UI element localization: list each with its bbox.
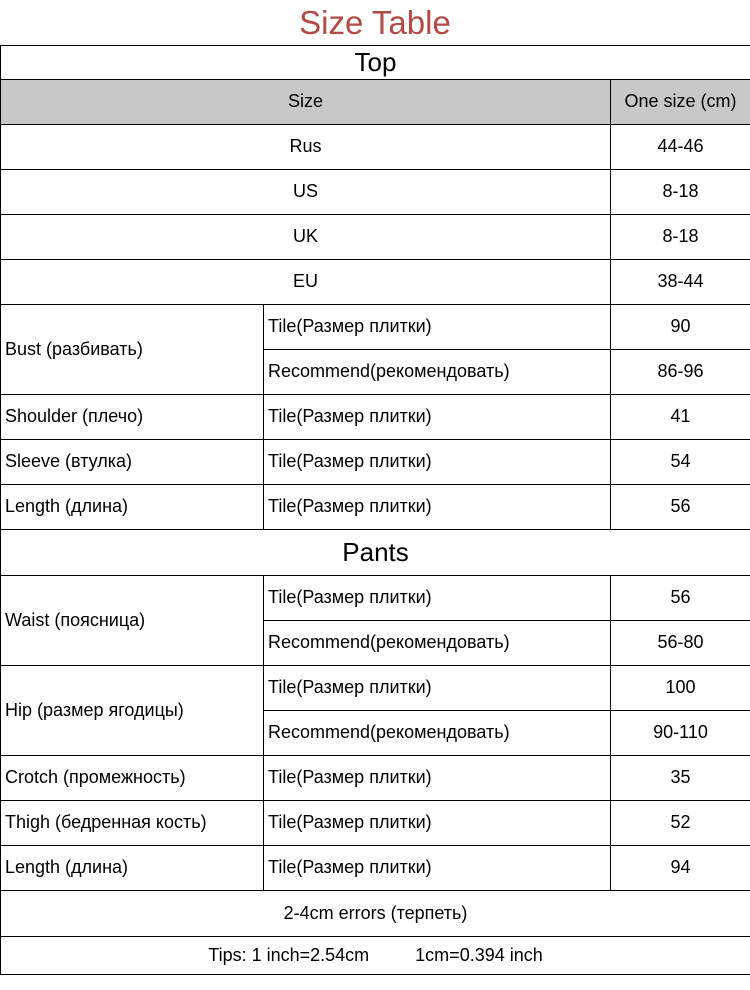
- table-row: [1, 485, 750, 530]
- pants-length-tile-label: Tile(Размер плитки): [264, 846, 611, 891]
- hip-recommend-label: Recommend(рекомендовать): [264, 711, 611, 756]
- table-row: [1, 395, 750, 440]
- header-row: [1, 80, 750, 125]
- sleeve-label: Sleeve (втулка): [1, 440, 264, 485]
- table-row: [1, 801, 750, 846]
- size-table: [0, 45, 750, 975]
- thigh-tile-label: Tile(Размер плитки): [264, 801, 611, 846]
- sleeve-tile-value: 54: [611, 440, 750, 485]
- pants-length-label: Length (длина): [1, 846, 264, 891]
- top-section-heading: Top: [1, 46, 750, 80]
- pants-section-heading: Pants: [1, 530, 750, 576]
- bust-recommend-value: 86-96: [611, 350, 750, 395]
- bust-label: Bust (разбивать): [1, 305, 264, 395]
- table-row: [1, 756, 750, 801]
- bust-tile-label: Tile(Размер плитки): [264, 305, 611, 350]
- thigh-label: Thigh (бедренная кость): [1, 801, 264, 846]
- table-row: [1, 440, 750, 485]
- waist-tile-label: Tile(Размер плитки): [264, 576, 611, 621]
- note-row: [1, 891, 750, 937]
- waist-label: Waist (поясница): [1, 576, 264, 666]
- table-row: [1, 170, 750, 215]
- standard-value: 38-44: [611, 260, 750, 305]
- standard-value: 8-18: [611, 215, 750, 260]
- top-length-tile-label: Tile(Размер плитки): [264, 485, 611, 530]
- standard-label: UK: [1, 215, 611, 260]
- hip-tile-label: Tile(Размер плитки): [264, 666, 611, 711]
- table-row: [1, 125, 750, 170]
- pants-section-row: [1, 530, 750, 576]
- top-section-row: [1, 46, 750, 80]
- tips-inch-conversion: Tips: 1 inch=2.54cm: [208, 944, 370, 965]
- waist-recommend-label: Recommend(рекомендовать): [264, 621, 611, 666]
- top-length-label: Length (длина): [1, 485, 264, 530]
- crotch-label: Crotch (промежность): [1, 756, 264, 801]
- tips-row: [1, 937, 750, 975]
- crotch-tile-label: Tile(Размер плитки): [264, 756, 611, 801]
- hip-label: Hip (размер ягодицы): [1, 666, 264, 756]
- error-note: 2-4cm errors (терпеть): [1, 891, 750, 937]
- standard-value: 8-18: [611, 170, 750, 215]
- table-row: [1, 666, 750, 711]
- page-title: Size Table: [299, 3, 451, 41]
- tips-cell: [1, 937, 750, 975]
- hip-recommend-value: 90-110: [611, 711, 750, 756]
- top-length-tile-value: 56: [611, 485, 750, 530]
- pants-length-tile-value: 94: [611, 846, 750, 891]
- size-column-header: Size: [1, 80, 611, 125]
- tips-cm-conversion: 1cm=0.394 inch: [415, 944, 543, 965]
- table-row: [1, 576, 750, 621]
- table-row: [1, 215, 750, 260]
- thigh-tile-value: 52: [611, 801, 750, 846]
- standard-label: Rus: [1, 125, 611, 170]
- shoulder-tile-label: Tile(Размер плитки): [264, 395, 611, 440]
- waist-recommend-value: 56-80: [611, 621, 750, 666]
- table-row: [1, 260, 750, 305]
- table-row: [1, 305, 750, 350]
- hip-tile-value: 100: [611, 666, 750, 711]
- one-size-column-header: One size (cm): [611, 80, 750, 125]
- table-row: [1, 846, 750, 891]
- sleeve-tile-label: Tile(Размер плитки): [264, 440, 611, 485]
- shoulder-tile-value: 41: [611, 395, 750, 440]
- crotch-tile-value: 35: [611, 756, 750, 801]
- bust-recommend-label: Recommend(рекомендовать): [264, 350, 611, 395]
- waist-tile-value: 56: [611, 576, 750, 621]
- standard-value: 44-46: [611, 125, 750, 170]
- bust-tile-value: 90: [611, 305, 750, 350]
- standard-label: EU: [1, 260, 611, 305]
- shoulder-label: Shoulder (плечо): [1, 395, 264, 440]
- standard-label: US: [1, 170, 611, 215]
